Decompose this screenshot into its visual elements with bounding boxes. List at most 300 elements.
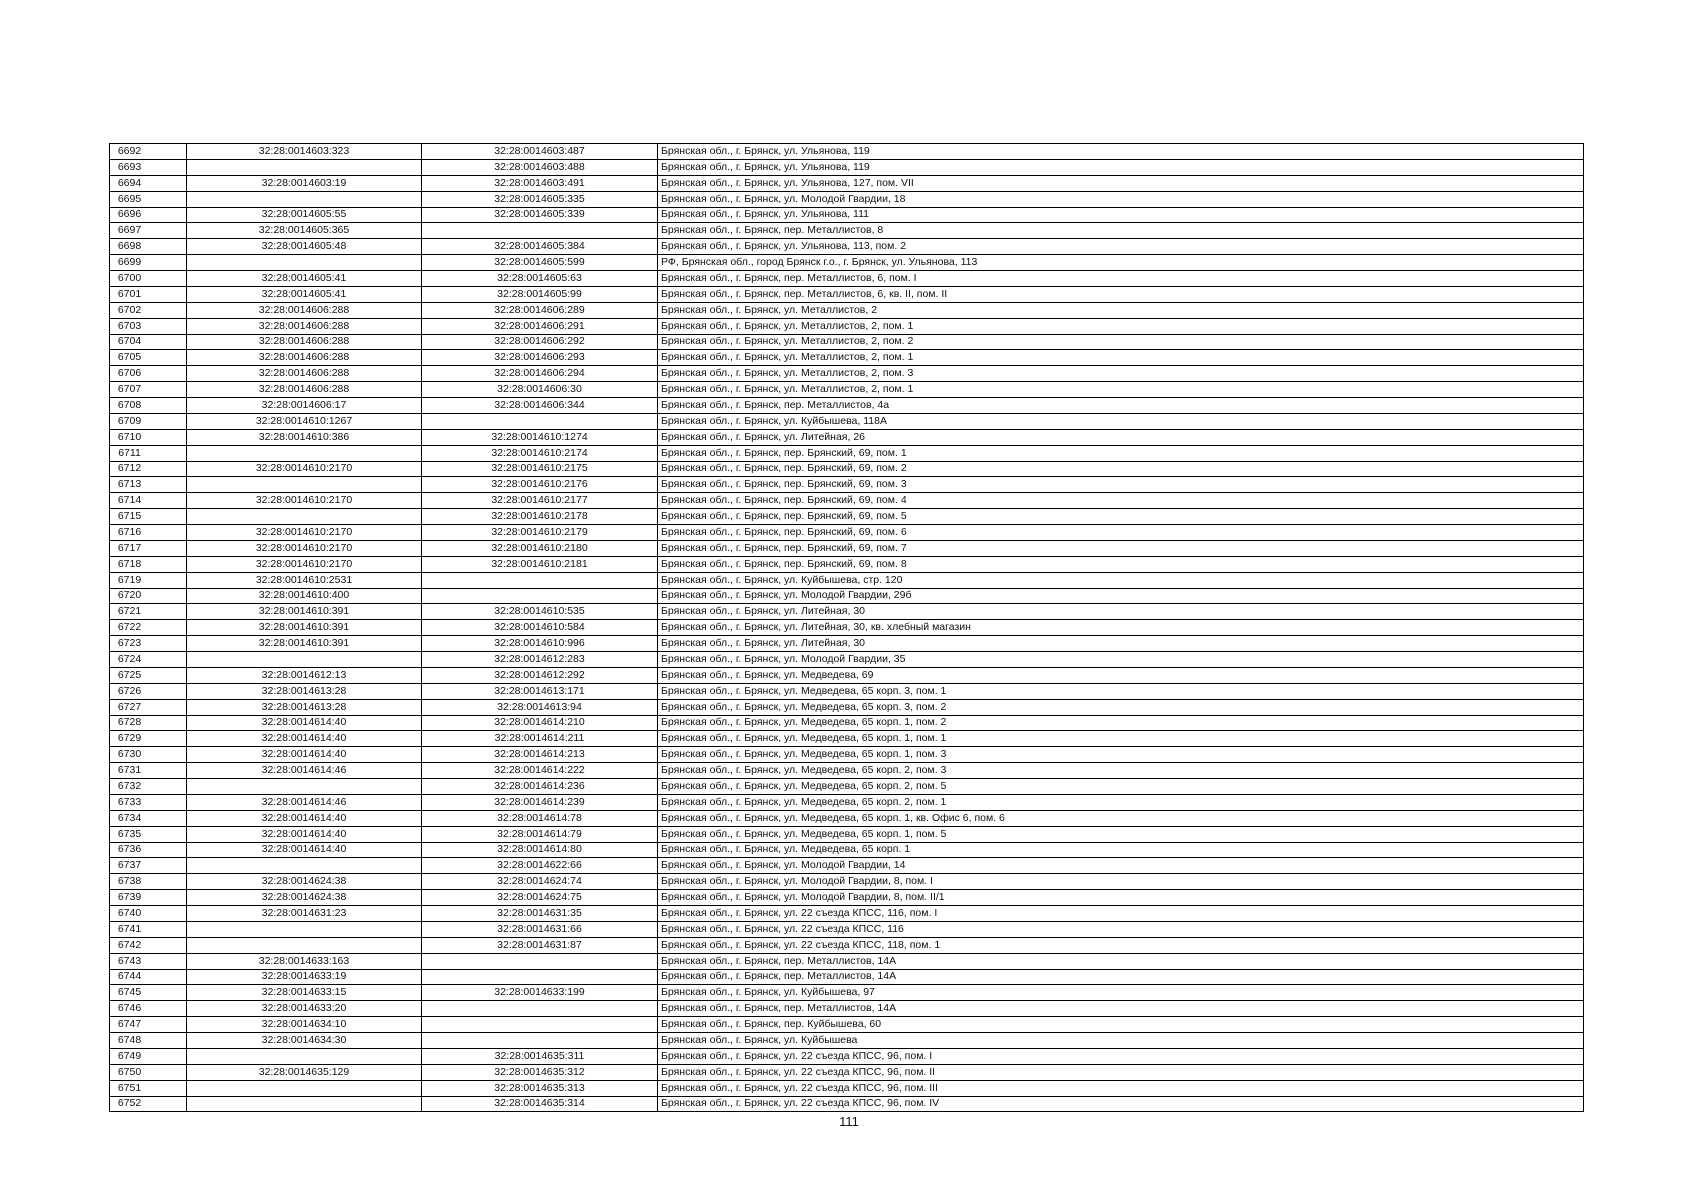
row-number-cell: 6727 <box>110 699 187 715</box>
row-number-cell: 6722 <box>110 620 187 636</box>
object-number-cell: 32:28:0014635:311 <box>422 1048 658 1064</box>
table-row <box>110 493 1584 509</box>
table-row <box>110 429 1584 445</box>
row-number-cell: 6693 <box>110 159 187 175</box>
object-number-cell: 32:28:0014610:1274 <box>422 429 658 445</box>
table-row <box>110 953 1584 969</box>
row-number-cell: 6709 <box>110 413 187 429</box>
table-row <box>110 302 1584 318</box>
address-cell: Брянская обл., г. Брянск, ул. Ульянова, 119 <box>658 144 1584 160</box>
table-row <box>110 1064 1584 1080</box>
object-number-cell: 32:28:0014610:2176 <box>422 477 658 493</box>
address-cell: Брянская обл., г. Брянск, пер. Брянский, 69, пом. 7 <box>658 540 1584 556</box>
table-row <box>110 683 1584 699</box>
address-cell: Брянская обл., г. Брянск, пер. Брянский, 69, пом. 3 <box>658 477 1584 493</box>
address-cell: Брянская обл., г. Брянск, ул. Куйбышева, 97 <box>658 985 1584 1001</box>
address-cell: Брянская обл., г. Брянск, ул. Металлистов, 2 <box>658 302 1584 318</box>
parcel-number-cell: 32:28:0014606:288 <box>187 382 422 398</box>
row-number-cell: 6747 <box>110 1017 187 1033</box>
table-row <box>110 1048 1584 1064</box>
address-cell: Брянская обл., г. Брянск, пер. Брянский, 69, пом. 5 <box>658 509 1584 525</box>
table-row <box>110 636 1584 652</box>
address-cell: Брянская обл., г. Брянск, ул. Ульянова, 119 <box>658 159 1584 175</box>
object-number-cell <box>422 1017 658 1033</box>
object-number-cell: 32:28:0014603:488 <box>422 159 658 175</box>
parcel-number-cell: 32:28:0014614:40 <box>187 842 422 858</box>
parcel-number-cell <box>187 921 422 937</box>
row-number-cell: 6692 <box>110 144 187 160</box>
object-number-cell: 32:28:0014631:35 <box>422 906 658 922</box>
table-row <box>110 159 1584 175</box>
row-number-cell: 6752 <box>110 1096 187 1112</box>
table-row <box>110 937 1584 953</box>
parcel-number-cell: 32:28:0014614:40 <box>187 747 422 763</box>
row-number-cell: 6704 <box>110 334 187 350</box>
parcel-number-cell: 32:28:0014633:163 <box>187 953 422 969</box>
object-number-cell: 32:28:0014610:2174 <box>422 445 658 461</box>
table-row <box>110 763 1584 779</box>
row-number-cell: 6719 <box>110 572 187 588</box>
row-number-cell: 6703 <box>110 318 187 334</box>
object-number-cell <box>422 1033 658 1049</box>
table-row <box>110 1001 1584 1017</box>
address-cell: Брянская обл., г. Брянск, ул. Литейная, 30, кв. хлебный магазин <box>658 620 1584 636</box>
parcel-number-cell: 32:28:0014614:40 <box>187 715 422 731</box>
object-number-cell: 32:28:0014610:2181 <box>422 556 658 572</box>
object-number-cell <box>422 953 658 969</box>
table-row <box>110 1017 1584 1033</box>
object-number-cell: 32:28:0014614:78 <box>422 810 658 826</box>
table-row <box>110 969 1584 985</box>
address-cell: Брянская обл., г. Брянск, ул. Литейная, 26 <box>658 429 1584 445</box>
row-number-cell: 6745 <box>110 985 187 1001</box>
row-number-cell: 6700 <box>110 271 187 287</box>
row-number-cell: 6732 <box>110 779 187 795</box>
row-number-cell: 6698 <box>110 239 187 255</box>
address-cell: Брянская обл., г. Брянск, ул. 22 съезда КПСС, 96, пом. III <box>658 1080 1584 1096</box>
object-number-cell: 32:28:0014624:74 <box>422 874 658 890</box>
parcel-number-cell <box>187 509 422 525</box>
table-row <box>110 604 1584 620</box>
object-number-cell: 32:28:0014631:87 <box>422 937 658 953</box>
row-number-cell: 6750 <box>110 1064 187 1080</box>
row-number-cell: 6706 <box>110 366 187 382</box>
parcel-number-cell <box>187 191 422 207</box>
row-number-cell: 6697 <box>110 223 187 239</box>
row-number-cell: 6696 <box>110 207 187 223</box>
table-row <box>110 667 1584 683</box>
row-number-cell: 6707 <box>110 382 187 398</box>
parcel-number-cell <box>187 858 422 874</box>
object-number-cell <box>422 572 658 588</box>
object-number-cell: 32:28:0014605:99 <box>422 286 658 302</box>
object-number-cell: 32:28:0014614:213 <box>422 747 658 763</box>
table-row <box>110 445 1584 461</box>
address-cell: Брянская обл., г. Брянск, ул. 22 съезда КПСС, 96, пом. IV <box>658 1096 1584 1112</box>
row-number-cell: 6711 <box>110 445 187 461</box>
row-number-cell: 6718 <box>110 556 187 572</box>
row-number-cell: 6742 <box>110 937 187 953</box>
parcel-number-cell: 32:28:0014610:400 <box>187 588 422 604</box>
table-row <box>110 271 1584 287</box>
address-cell: Брянская обл., г. Брянск, ул. Медведева, 65 корп. 1 <box>658 842 1584 858</box>
table-row <box>110 413 1584 429</box>
table-row <box>110 1080 1584 1096</box>
address-cell: РФ, Брянская обл., город Брянск г.о., г. Брянск, ул. Ульянова, 113 <box>658 255 1584 271</box>
address-cell: Брянская обл., г. Брянск, ул. Молодой Гвардии, 8, пом. I <box>658 874 1584 890</box>
row-number-cell: 6710 <box>110 429 187 445</box>
parcel-number-cell <box>187 652 422 668</box>
row-number-cell: 6694 <box>110 175 187 191</box>
table-row <box>110 207 1584 223</box>
table-row <box>110 921 1584 937</box>
table-row <box>110 398 1584 414</box>
address-cell: Брянская обл., г. Брянск, ул. 22 съезда КПСС, 116 <box>658 921 1584 937</box>
address-cell: Брянская обл., г. Брянск, пер. Брянский, 69, пом. 4 <box>658 493 1584 509</box>
row-number-cell: 6746 <box>110 1001 187 1017</box>
row-number-cell: 6749 <box>110 1048 187 1064</box>
parcel-number-cell: 32:28:0014614:46 <box>187 763 422 779</box>
parcel-number-cell: 32:28:0014605:41 <box>187 286 422 302</box>
row-number-cell: 6730 <box>110 747 187 763</box>
object-number-cell <box>422 1001 658 1017</box>
object-number-cell: 32:28:0014635:312 <box>422 1064 658 1080</box>
parcel-number-cell: 32:28:0014634:30 <box>187 1033 422 1049</box>
address-cell: Брянская обл., г. Брянск, пер. Металлистов, 6, пом. I <box>658 271 1584 287</box>
parcel-number-cell <box>187 1096 422 1112</box>
object-number-cell: 32:28:0014605:384 <box>422 239 658 255</box>
object-number-cell: 32:28:0014610:2180 <box>422 540 658 556</box>
table-row <box>110 509 1584 525</box>
parcel-number-cell: 32:28:0014612:13 <box>187 667 422 683</box>
parcel-number-cell: 32:28:0014614:46 <box>187 794 422 810</box>
object-number-cell: 32:28:0014614:79 <box>422 826 658 842</box>
parcel-number-cell <box>187 445 422 461</box>
object-number-cell: 32:28:0014622:66 <box>422 858 658 874</box>
object-number-cell <box>422 588 658 604</box>
row-number-cell: 6737 <box>110 858 187 874</box>
row-number-cell: 6725 <box>110 667 187 683</box>
address-cell: Брянская обл., г. Брянск, ул. Куйбышева, стр. 120 <box>658 572 1584 588</box>
address-cell: Брянская обл., г. Брянск, ул. Ульянова, 113, пом. 2 <box>658 239 1584 255</box>
registry-table <box>109 143 1584 1112</box>
address-cell: Брянская обл., г. Брянск, ул. Медведева, 65 корп. 3, пом. 2 <box>658 699 1584 715</box>
address-cell: Брянская обл., г. Брянск, ул. Медведева, 65 корп. 1, пом. 5 <box>658 826 1584 842</box>
parcel-number-cell: 32:28:0014605:48 <box>187 239 422 255</box>
table-row <box>110 239 1584 255</box>
address-cell: Брянская обл., г. Брянск, ул. Металлистов, 2, пом. 3 <box>658 366 1584 382</box>
parcel-number-cell: 32:28:0014633:20 <box>187 1001 422 1017</box>
parcel-number-cell: 32:28:0014606:288 <box>187 350 422 366</box>
table-row <box>110 286 1584 302</box>
table-row <box>110 144 1584 160</box>
parcel-number-cell <box>187 779 422 795</box>
parcel-number-cell: 32:28:0014610:2170 <box>187 525 422 541</box>
row-number-cell: 6715 <box>110 509 187 525</box>
row-number-cell: 6733 <box>110 794 187 810</box>
row-number-cell: 6739 <box>110 890 187 906</box>
object-number-cell: 32:28:0014612:283 <box>422 652 658 668</box>
parcel-number-cell: 32:28:0014605:365 <box>187 223 422 239</box>
parcel-number-cell: 32:28:0014610:2531 <box>187 572 422 588</box>
table-row <box>110 255 1584 271</box>
row-number-cell: 6728 <box>110 715 187 731</box>
row-number-cell: 6705 <box>110 350 187 366</box>
object-number-cell: 32:28:0014606:291 <box>422 318 658 334</box>
object-number-cell: 32:28:0014610:2175 <box>422 461 658 477</box>
table-row <box>110 826 1584 842</box>
object-number-cell: 32:28:0014610:535 <box>422 604 658 620</box>
parcel-number-cell: 32:28:0014614:40 <box>187 810 422 826</box>
object-number-cell: 32:28:0014614:211 <box>422 731 658 747</box>
row-number-cell: 6744 <box>110 969 187 985</box>
table-row <box>110 842 1584 858</box>
table-row <box>110 747 1584 763</box>
row-number-cell: 6721 <box>110 604 187 620</box>
parcel-number-cell: 32:28:0014614:40 <box>187 731 422 747</box>
table-row <box>110 525 1584 541</box>
parcel-number-cell: 32:28:0014605:55 <box>187 207 422 223</box>
address-cell: Брянская обл., г. Брянск, пер. Брянский, 69, пом. 1 <box>658 445 1584 461</box>
parcel-number-cell <box>187 159 422 175</box>
parcel-number-cell <box>187 477 422 493</box>
address-cell: Брянская обл., г. Брянск, пер. Брянский, 69, пом. 8 <box>658 556 1584 572</box>
address-cell: Брянская обл., г. Брянск, ул. Медведева, 65 корп. 1, кв. Офис 6, пом. 6 <box>658 810 1584 826</box>
address-cell: Брянская обл., г. Брянск, пер. Металлистов, 4а <box>658 398 1584 414</box>
address-cell: Брянская обл., г. Брянск, ул. Ульянова, 111 <box>658 207 1584 223</box>
object-number-cell: 32:28:0014603:487 <box>422 144 658 160</box>
row-number-cell: 6720 <box>110 588 187 604</box>
parcel-number-cell: 32:28:0014633:15 <box>187 985 422 1001</box>
parcel-number-cell: 32:28:0014633:19 <box>187 969 422 985</box>
address-cell: Брянская обл., г. Брянск, ул. Медведева, 65 корп. 1, пом. 1 <box>658 731 1584 747</box>
row-number-cell: 6713 <box>110 477 187 493</box>
parcel-number-cell: 32:28:0014610:2170 <box>187 493 422 509</box>
table-row <box>110 810 1584 826</box>
table-row <box>110 1096 1584 1112</box>
row-number-cell: 6734 <box>110 810 187 826</box>
address-cell: Брянская обл., г. Брянск, пер. Брянский, 69, пом. 2 <box>658 461 1584 477</box>
object-number-cell: 32:28:0014605:63 <box>422 271 658 287</box>
parcel-number-cell: 32:28:0014606:288 <box>187 302 422 318</box>
address-cell: Брянская обл., г. Брянск, пер. Куйбышева, 60 <box>658 1017 1584 1033</box>
row-number-cell: 6724 <box>110 652 187 668</box>
parcel-number-cell: 32:28:0014603:19 <box>187 175 422 191</box>
table-row <box>110 794 1584 810</box>
table-row <box>110 572 1584 588</box>
parcel-number-cell: 32:28:0014606:288 <box>187 318 422 334</box>
object-number-cell: 32:28:0014603:491 <box>422 175 658 191</box>
object-number-cell: 32:28:0014614:80 <box>422 842 658 858</box>
object-number-cell: 32:28:0014606:294 <box>422 366 658 382</box>
parcel-number-cell: 32:28:0014624:38 <box>187 890 422 906</box>
row-number-cell: 6712 <box>110 461 187 477</box>
object-number-cell: 32:28:0014606:293 <box>422 350 658 366</box>
table-row <box>110 556 1584 572</box>
table-row <box>110 652 1584 668</box>
parcel-number-cell <box>187 1080 422 1096</box>
address-cell: Брянская обл., г. Брянск, ул. Молодой Гвардии, 18 <box>658 191 1584 207</box>
object-number-cell: 32:28:0014606:344 <box>422 398 658 414</box>
address-cell: Брянская обл., г. Брянск, ул. Медведева, 65 корп. 2, пом. 1 <box>658 794 1584 810</box>
row-number-cell: 6708 <box>110 398 187 414</box>
address-cell: Брянская обл., г. Брянск, ул. 22 съезда КПСС, 116, пом. I <box>658 906 1584 922</box>
parcel-number-cell: 32:28:0014610:1267 <box>187 413 422 429</box>
parcel-number-cell: 32:28:0014610:391 <box>187 620 422 636</box>
table-row <box>110 334 1584 350</box>
table-row <box>110 985 1584 1001</box>
object-number-cell: 32:28:0014624:75 <box>422 890 658 906</box>
address-cell: Брянская обл., г. Брянск, ул. Куйбышева, 118А <box>658 413 1584 429</box>
parcel-number-cell: 32:28:0014631:23 <box>187 906 422 922</box>
table-row <box>110 1033 1584 1049</box>
object-number-cell: 32:28:0014610:2179 <box>422 525 658 541</box>
table-row <box>110 858 1584 874</box>
object-number-cell: 32:28:0014606:289 <box>422 302 658 318</box>
table-row <box>110 366 1584 382</box>
address-cell: Брянская обл., г. Брянск, ул. Металлистов, 2, пом. 1 <box>658 318 1584 334</box>
row-number-cell: 6699 <box>110 255 187 271</box>
parcel-number-cell: 32:28:0014606:288 <box>187 366 422 382</box>
row-number-cell: 6729 <box>110 731 187 747</box>
row-number-cell: 6743 <box>110 953 187 969</box>
address-cell: Брянская обл., г. Брянск, ул. Медведева, 65 корп. 3, пом. 1 <box>658 683 1584 699</box>
parcel-number-cell: 32:28:0014610:2170 <box>187 461 422 477</box>
parcel-number-cell: 32:28:0014634:10 <box>187 1017 422 1033</box>
table-row <box>110 874 1584 890</box>
object-number-cell: 32:28:0014614:236 <box>422 779 658 795</box>
table-row <box>110 620 1584 636</box>
parcel-number-cell <box>187 937 422 953</box>
address-cell: Брянская обл., г. Брянск, пер. Металлистов, 6, кв. II, пом. II <box>658 286 1584 302</box>
address-cell: Брянская обл., г. Брянск, ул. 22 съезда КПСС, 118, пом. 1 <box>658 937 1584 953</box>
object-number-cell: 32:28:0014605:339 <box>422 207 658 223</box>
object-number-cell <box>422 969 658 985</box>
row-number-cell: 6701 <box>110 286 187 302</box>
parcel-number-cell: 32:28:0014610:2170 <box>187 556 422 572</box>
parcel-number-cell: 32:28:0014610:386 <box>187 429 422 445</box>
address-cell: Брянская обл., г. Брянск, ул. Молодой Гвардии, 29б <box>658 588 1584 604</box>
address-cell: Брянская обл., г. Брянск, ул. Молодой Гвардии, 14 <box>658 858 1584 874</box>
parcel-number-cell <box>187 255 422 271</box>
row-number-cell: 6735 <box>110 826 187 842</box>
address-cell: Брянская обл., г. Брянск, ул. Литейная, 30 <box>658 604 1584 620</box>
table-row <box>110 715 1584 731</box>
object-number-cell <box>422 223 658 239</box>
parcel-number-cell <box>187 1048 422 1064</box>
parcel-number-cell: 32:28:0014613:28 <box>187 699 422 715</box>
table-row <box>110 588 1584 604</box>
address-cell: Брянская обл., г. Брянск, ул. Металлистов, 2, пом. 2 <box>658 334 1584 350</box>
address-cell: Брянская обл., г. Брянск, ул. Куйбышева <box>658 1033 1584 1049</box>
object-number-cell: 32:28:0014613:94 <box>422 699 658 715</box>
object-number-cell: 32:28:0014614:210 <box>422 715 658 731</box>
address-cell: Брянская обл., г. Брянск, пер. Металлистов, 8 <box>658 223 1584 239</box>
page-number: 111 <box>839 1114 859 1129</box>
parcel-number-cell: 32:28:0014610:391 <box>187 636 422 652</box>
address-cell: Брянская обл., г. Брянск, пер. Металлистов, 14А <box>658 969 1584 985</box>
row-number-cell: 6726 <box>110 683 187 699</box>
row-number-cell: 6736 <box>110 842 187 858</box>
table-row <box>110 175 1584 191</box>
address-cell: Брянская обл., г. Брянск, ул. 22 съезда КПСС, 96, пом. II <box>658 1064 1584 1080</box>
object-number-cell: 32:28:0014610:2178 <box>422 509 658 525</box>
parcel-number-cell: 32:28:0014606:288 <box>187 334 422 350</box>
parcel-number-cell: 32:28:0014603:323 <box>187 144 422 160</box>
row-number-cell: 6748 <box>110 1033 187 1049</box>
row-number-cell: 6717 <box>110 540 187 556</box>
table-row <box>110 699 1584 715</box>
table-row <box>110 477 1584 493</box>
address-cell: Брянская обл., г. Брянск, ул. Литейная, 30 <box>658 636 1584 652</box>
object-number-cell: 32:28:0014606:30 <box>422 382 658 398</box>
address-cell: Брянская обл., г. Брянск, пер. Металлистов, 14А <box>658 953 1584 969</box>
address-cell: Брянская обл., г. Брянск, ул. Медведева, 65 корп. 1, пом. 3 <box>658 747 1584 763</box>
object-number-cell: 32:28:0014635:314 <box>422 1096 658 1112</box>
table-row <box>110 191 1584 207</box>
row-number-cell: 6695 <box>110 191 187 207</box>
object-number-cell: 32:28:0014606:292 <box>422 334 658 350</box>
row-number-cell: 6751 <box>110 1080 187 1096</box>
object-number-cell: 32:28:0014631:66 <box>422 921 658 937</box>
row-number-cell: 6731 <box>110 763 187 779</box>
parcel-number-cell: 32:28:0014610:2170 <box>187 540 422 556</box>
row-number-cell: 6740 <box>110 906 187 922</box>
address-cell: Брянская обл., г. Брянск, ул. Медведева, 65 корп. 2, пом. 5 <box>658 779 1584 795</box>
table-row <box>110 382 1584 398</box>
object-number-cell: 32:28:0014610:2177 <box>422 493 658 509</box>
object-number-cell: 32:28:0014605:599 <box>422 255 658 271</box>
parcel-number-cell: 32:28:0014635:129 <box>187 1064 422 1080</box>
address-cell: Брянская обл., г. Брянск, ул. Ульянова, 127, пом. VII <box>658 175 1584 191</box>
object-number-cell: 32:28:0014613:171 <box>422 683 658 699</box>
parcel-number-cell: 32:28:0014614:40 <box>187 826 422 842</box>
object-number-cell: 32:28:0014610:584 <box>422 620 658 636</box>
object-number-cell <box>422 413 658 429</box>
parcel-number-cell: 32:28:0014605:41 <box>187 271 422 287</box>
object-number-cell: 32:28:0014612:292 <box>422 667 658 683</box>
row-number-cell: 6723 <box>110 636 187 652</box>
address-cell: Брянская обл., г. Брянск, ул. Медведева, 65 корп. 2, пом. 3 <box>658 763 1584 779</box>
table-row <box>110 540 1584 556</box>
table-row <box>110 779 1584 795</box>
address-cell: Брянская обл., г. Брянск, ул. Молодой Гвардии, 35 <box>658 652 1584 668</box>
address-cell: Брянская обл., г. Брянск, ул. Металлистов, 2, пом. 1 <box>658 350 1584 366</box>
object-number-cell: 32:28:0014633:199 <box>422 985 658 1001</box>
parcel-number-cell: 32:28:0014624:38 <box>187 874 422 890</box>
object-number-cell: 32:28:0014614:222 <box>422 763 658 779</box>
parcel-number-cell: 32:28:0014610:391 <box>187 604 422 620</box>
row-number-cell: 6738 <box>110 874 187 890</box>
object-number-cell: 32:28:0014610:996 <box>422 636 658 652</box>
address-cell: Брянская обл., г. Брянск, ул. Молодой Гвардии, 8, пом. II/1 <box>658 890 1584 906</box>
address-cell: Брянская обл., г. Брянск, пер. Металлистов, 14А <box>658 1001 1584 1017</box>
row-number-cell: 6741 <box>110 921 187 937</box>
object-number-cell: 32:28:0014614:239 <box>422 794 658 810</box>
table-row <box>110 461 1584 477</box>
object-number-cell: 32:28:0014635:313 <box>422 1080 658 1096</box>
parcel-number-cell: 32:28:0014606:17 <box>187 398 422 414</box>
object-number-cell: 32:28:0014605:335 <box>422 191 658 207</box>
parcel-number-cell: 32:28:0014613:28 <box>187 683 422 699</box>
address-cell: Брянская обл., г. Брянск, ул. Медведева, 65 корп. 1, пом. 2 <box>658 715 1584 731</box>
table-row <box>110 318 1584 334</box>
table-row <box>110 731 1584 747</box>
row-number-cell: 6714 <box>110 493 187 509</box>
table-row <box>110 906 1584 922</box>
table-row <box>110 890 1584 906</box>
table-row <box>110 350 1584 366</box>
